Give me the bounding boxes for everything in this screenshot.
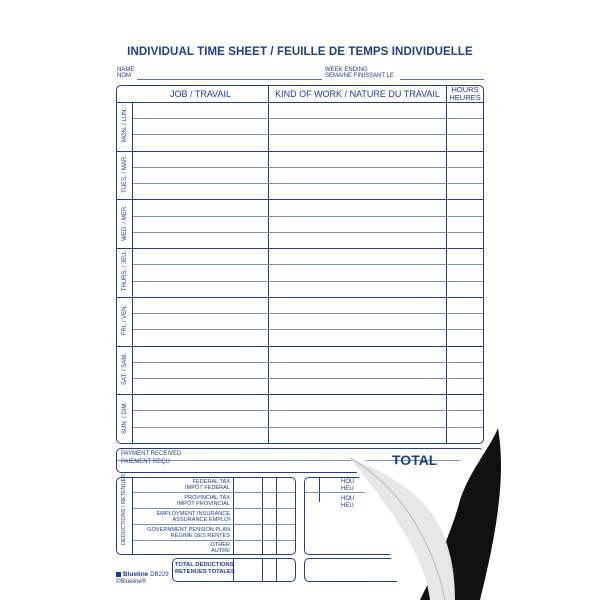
product-code: DB229 [150, 571, 169, 578]
copyright-text: ©Blueline® [116, 579, 147, 585]
brand-name: Blueline [123, 571, 149, 578]
ded-other-fr: AUTRE [211, 548, 230, 554]
col-kind-header: KIND OF WORK / NATURE DU TRAVAIL [275, 89, 440, 99]
payment-received-label: PAYMENT RECEIVED [121, 451, 182, 457]
ded-provincial-en: PROVINCIAL TAX [184, 495, 230, 501]
name-label: NAME [117, 67, 135, 73]
ded-federal-en: FEDERAL TAX [192, 479, 230, 485]
semaine-label: SEMAINE FINISSANT LE [325, 73, 394, 79]
day-label: SUN. / DIM. [122, 401, 128, 434]
week-ending-label: WEEK ENDING [325, 67, 368, 73]
day-label: FRI. / VEN. [122, 304, 128, 336]
col-job-header: JOB / TRAVAIL [169, 89, 232, 99]
deductions-side-label: DEDUCTIONS / RETENUES [121, 474, 127, 545]
ded-federal-fr: IMPÔT FÉDÉRAL [185, 485, 230, 491]
sheet-title: INDIVIDUAL TIME SHEET / FEUILLE DE TEMPS INDIVIDUELLE [127, 46, 473, 58]
ded-other-en: OTHER [210, 542, 230, 548]
total-deductions-fr: RETENUES TOTALES [175, 569, 235, 575]
ded-pension-fr: RÉGIME DES RENTES [170, 533, 230, 539]
total-label: TOTAL [392, 452, 438, 468]
day-label: MON. / LUN. [122, 108, 128, 143]
day-label: TUES. / MAR. [122, 155, 128, 193]
total-deductions-en: TOTAL DEDUCTIONS [175, 562, 234, 568]
nom-label: NOM [117, 73, 131, 79]
day-label: SAT. / SAM. [122, 352, 128, 385]
hours-en: HOURS [451, 85, 479, 94]
paiement-recu-label: PAIEMENT REÇU [121, 459, 170, 465]
hours-hou: HOU [341, 479, 355, 485]
day-label: THURS. / JEU. [122, 251, 128, 292]
hours-fr: HEURES [449, 92, 481, 102]
ded-provincial-fr: IMPÔT PROVINCIAL [176, 501, 230, 507]
hours-heu-2: HEU [341, 502, 354, 509]
ded-employment-en: EMPLOYMENT INSURANCE [156, 511, 230, 517]
hours-heu: HEU [341, 485, 354, 492]
ded-employment-fr: ASSURANCE EMPLOI [172, 517, 230, 523]
hours-hou-2: HOU [341, 496, 355, 502]
ded-pension-en: GOVERNMENT PENSION PLAN [147, 527, 230, 533]
day-label: WED. / MER. [122, 204, 128, 241]
